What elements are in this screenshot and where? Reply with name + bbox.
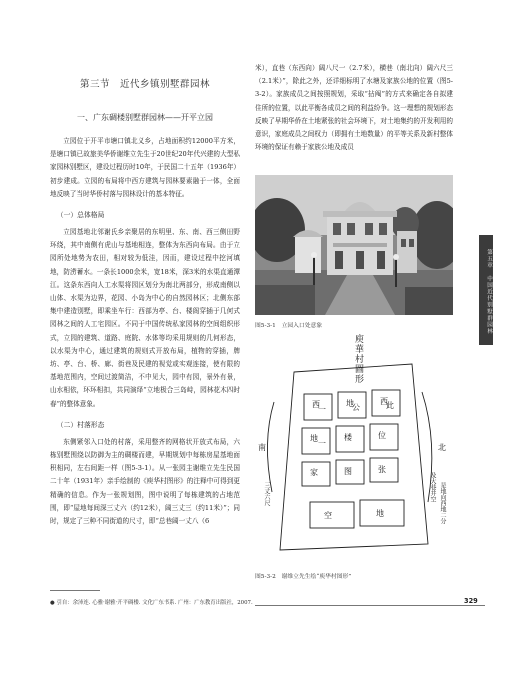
plan-label-0: 西	[312, 400, 320, 409]
subsection-title: 一、广东碉楼别墅群园林——开平立园	[77, 113, 213, 122]
page-number: 329	[464, 597, 478, 605]
village-form-paragraph: 东侧紧邻入口处的村落，采用整齐的网格状开放式布局，六栋别墅围绕以防御为主的碉楼而建，早期规划中每栋房屋基地面积相同，左右间距一样（图5-3-1）。从一张园主谢维立先生民国二十年（1931年）亲手绘制的《庾华村图形》的注释中可得到更精确的信息。作为一张规划图，图中说明了每栋建筑的占地范围，即“屋地每间深三丈六（约12米），阔三丈三（约11米）”；同时，规定了三种不同街道的尺寸，即“总巷阔一丈八（6	[50, 437, 240, 526]
plan-side-note-south: 南	[258, 443, 266, 452]
footnote-text: 引自：余沛连. 心雅·谢雅·开平碉楼. 文化广东书系. 广州：广东教育出版社，2007.	[56, 600, 253, 606]
overall-layout-paragraph: 立园基地北邻谢氏乡亲聚居的东明里、东、南、西三侧田野环绕，其中南侧有虎山与基地相连，整体为东西向布局。由于立园所处地势为农田，相对较为低洼，因而，建设过程中挖河填地，防涝蓄水。一条长1000余米，宽18米，深3米的水渠直通潭江。这条东西向人工水渠将园区划分为南北两部分，形成南侧以山体、水渠为边界，花园、小岛为中心的自然园林区；北侧东部集中建造别墅，即乘坐车行：西部为亭、台、楼阁穿插于几何式园林之间的人工宅园区。不同于中国传统私家园林的空间组织形式，立园的建筑、道路、庭院、水体等均采用规则的几何形态，以水渠为中心，通过建筑的规则式开放布局，植物的穿插，牌坊、亭、台、桥、廊、街巷及民建的视觉或实观连接，使有限的基地范围内，空间过渡简洁，不中见大，园中有园，景外有景，山水相依，环环相扣，共同演绎“立地极合三岛峙，园林花木四时春”的整体意象。	[50, 228, 240, 408]
plan-label-5: 位	[378, 431, 386, 440]
footnote-marker-icon: ●	[50, 600, 55, 606]
plan-label-12: 一	[318, 439, 326, 448]
plan-label-7: 图	[344, 467, 352, 476]
plan-label-1: 地	[346, 399, 354, 408]
plan-title: 庾華村圖形	[353, 334, 363, 384]
photo-caption: 图5-3-1 立园入口处意象	[255, 323, 323, 329]
plan-label-2: 西	[380, 397, 388, 406]
plan-label-14: 地	[376, 509, 384, 518]
footnote-divider	[50, 590, 100, 591]
intro-paragraph: 立园位于开平市塘口镇北义乡，占地面积约12000平方米，是塘口镇已故旅美华侨谢维立先生于20世纪20年代兴建的大型私家园林别墅区，建设过程历时10年，于民国二十五年（1936年）初步建成。立园的布局将中西方建筑与园林要素融于一体，全面地反映了当时华侨村落与园林设计的基本特征。	[50, 137, 241, 198]
village-plan-drawing	[252, 332, 457, 564]
plan-label-3: 地	[310, 434, 318, 443]
entrance-photo	[255, 175, 453, 315]
entrance-photo-image	[255, 175, 453, 315]
plan-label-4: 楼	[344, 433, 352, 442]
plan-label-8: 张	[378, 465, 386, 474]
plan-label-10: 公	[352, 403, 360, 412]
heading-village-form: （二）村落形态	[56, 420, 105, 429]
plan-label-11: 此	[386, 401, 394, 410]
page-number-divider	[255, 605, 485, 606]
section-title: 第三节 近代乡镇别墅群园林	[79, 79, 210, 90]
right-column	[255, 62, 453, 154]
plan-side-note-4: 三丈六尺	[263, 482, 270, 506]
plan-label-9: 一	[318, 405, 326, 414]
heading-overall-layout: （一）总体格局	[56, 211, 105, 220]
chapter-side-tab: 第五章 中国近代别墅群园林	[479, 235, 493, 345]
footnote	[50, 598, 253, 606]
plan-side-note-3: 及大巷并空	[429, 472, 436, 502]
plan-label-6: 家	[310, 468, 318, 477]
right-paragraph: 米），直巷（东西向）阔八尺一（2.7米），横巷（南北向）阔六尺三（2.1米）”，除此之外，还详细标明了水塘及家族公地的位置（图5-3-2）。家族成员之间按照规划，采取“拈阄”的方式来确定各自拟建住所的位置，以此平衡各成员之间的利益纷争。这一理想的规划形态反映了早期华侨在土地紧张的社会环境下，对土地集约的开发利用的意识，家庭成员之间权力（即拥有土地数量）的平等关系及新村整体环境的保证有赖于家族公地及成员	[255, 64, 453, 152]
left-column	[50, 62, 240, 528]
plan-label-13: 空	[324, 511, 332, 520]
plan-side-note-2: 是地向西地二分	[439, 482, 446, 524]
drawing-caption: 图5-3-2 谢维立先生绘“庾华村图形”	[255, 574, 352, 580]
plan-side-note-north: 北	[438, 443, 446, 452]
